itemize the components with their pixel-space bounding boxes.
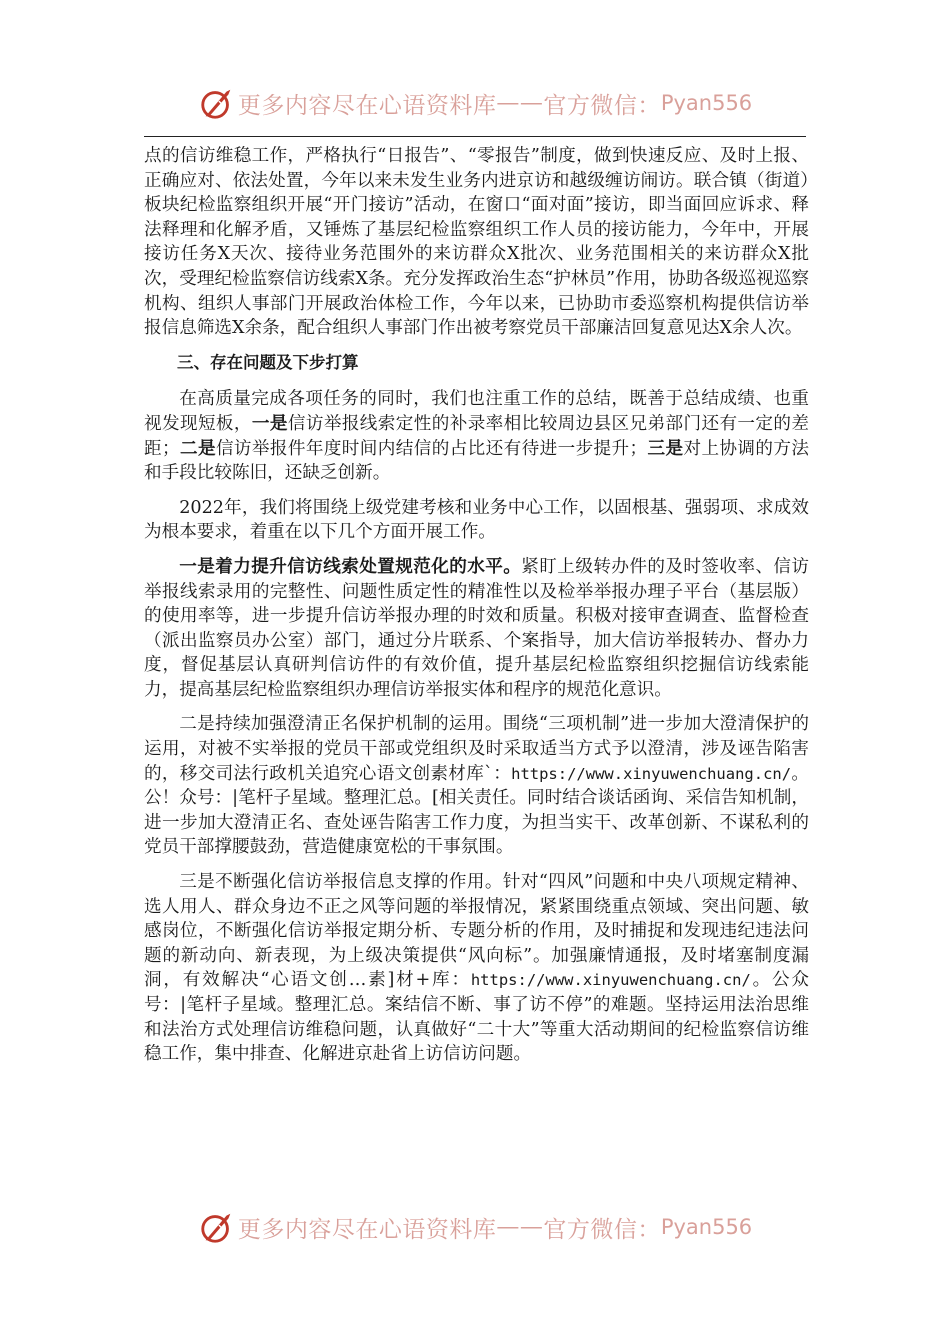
- footer-banner: [0, 1202, 950, 1252]
- p5-text-a: 二是持续加强澄清正名保护机制的运用。围绕“三项机制”进一步加大澄清保护的运用，对被不实举报的党员干部或党组织及时采取适当方式予以澄清，涉及诬告陷害的，移交司法行政机关追究心语文创素材库`：: [144, 714, 809, 784]
- header-dash: ——: [496, 90, 544, 116]
- paragraph-2: [144, 387, 809, 485]
- p4-rest: 紧盯上级转办件的及时签收率、信访举报线索录用的完整性、问题性质定性的精准性以及检举举报办理子平台（基层版）的使用率等，进一步提升信访举报办理的时效和质量。积极对接审查调查、监督检查（派出监察员办公室）部门，通过分片联系、个案指导，加大信访举报转办、督办力度，督促基层认真研判信访件的有效价值，提升基层纪检监察组织挖掘信访线索能力，提高基层纪检监察组织办理信访举报实体和程序的规范化意识。: [144, 556, 809, 700]
- p4-lead: 一是着力提升信访线索处置规范化的水平。: [179, 556, 522, 577]
- p2-text-d: 信访举报件年度时间内结信的占比还有待进一步提升；: [215, 438, 648, 459]
- header-divider: [144, 136, 806, 137]
- p2-bold-2: 二是: [179, 438, 216, 459]
- quill-pen-in-circle-icon: [198, 84, 236, 122]
- p2-text-a: 在高质量完成各项任务的同时，我们也注重工作的总结，既善于总结成绩、也重视发现短板，: [144, 389, 809, 434]
- header-banner: [0, 78, 950, 128]
- p6-text-b: 。公众号：|笔杆子星域。整理汇总。案结信不断、事了访不停”的难题。坚持运用法治思维和法治方式处理信访维稳问题，认真做好“二十大”等重大活动期间的纪检监察信访维稳工作，集中排查、化解进京赴省上访信访问题。: [144, 970, 809, 1065]
- p2-bold-1: 一是: [251, 413, 288, 434]
- section-heading: 三、存在问题及下步打算: [177, 352, 359, 372]
- paragraph-5: [144, 712, 809, 860]
- footer-wechat-id: Pyan556: [660, 1215, 753, 1239]
- p5-text-b: 。公！众号：|笔杆子星域。整理汇总。[相关责任。同时结合谈话函询、采信告知机制，进一步加大澄清正名、查处诬告陷害工作力度，为担当实干、改革创新、不谋私利的党员干部撑腰鼓劲，营造健康宽松的干事氛围。: [144, 763, 809, 858]
- footer-official-label: 官方微信：: [543, 1216, 661, 1243]
- p2-bold-3: 三是: [647, 438, 684, 459]
- paragraph-1: 点的信访维稳工作，严格执行“日报告”、“零报告”制度，做到快速反应、及时上报、正确应对、依法处置，今年以来未发生业务内进京访和越级缠访闹访。联合镇（街道）板块纪检监察组织开展“开门接访”活动，在窗口“面对面”接访，即当面回应诉求、释法释理和化解矛盾，又锤炼了基层纪检监察组织工作人员的接访能力，今年中，开展接访任务X天次、接待业务范围外的来访群众X批次、业务范围相关的来访群众X批次，受理纪检监察信访线索X条。充分发挥政治生态“护林员”作用，协助各级巡视巡察机构、组织人事部门开展政治体检工作，今年以来，已协助市委巡察机构提供信访举报信息筛选X余条，配合组织人事部门作出被考察党员干部廉洁回复意见达X余人次。: [144, 146, 809, 339]
- document-body: [144, 144, 809, 1077]
- p6-url: https://www.xinyuwenchuang.cn/: [470, 971, 751, 990]
- paragraph-4: [144, 555, 809, 703]
- p5-url: https://www.xinyuwenchuang.cn/: [511, 764, 792, 783]
- paragraph-6: [144, 870, 809, 1067]
- quill-pen-in-circle-icon: [198, 1208, 236, 1246]
- header-brand: 更多内容尽在心语资料库: [237, 92, 497, 119]
- p2-text-e: 对上协调的方法和手段比较陈旧，还缺乏创新。: [144, 438, 809, 484]
- paragraph-3: 2022年，我们将围绕上级党建考核和业务中心工作，以固根基、强弱项、求成效为根本要求，着重在以下几个方面开展工作。: [144, 497, 809, 543]
- header-wechat-id: Pyan556: [660, 91, 753, 115]
- p6-text-a: 三是不断强化信访举报信息支撑的作用。针对“四风”问题和中央八项规定精神、选人用人、群众身边不正之风等问题的举报情况，紧紧围绕重点领域、突出问题、敏感岗位，不断强化信访举报定期分析、专题分析的作用，及时捕捉和发现违纪违法问题的新动向、新表现，为上级决策提供“风向标”。加强廉情通报，及时堵塞制度漏洞，有效解决“心语文创…素]材+库：: [144, 872, 809, 991]
- p2-text-c: 信访举报线索定性的补录率相比较周边县区兄弟部门还有一定的差距；: [144, 413, 809, 459]
- footer-brand: 更多内容尽在心语资料库: [237, 1216, 497, 1243]
- header-official-label: 官方微信：: [543, 92, 661, 119]
- footer-dash: ——: [496, 1214, 544, 1240]
